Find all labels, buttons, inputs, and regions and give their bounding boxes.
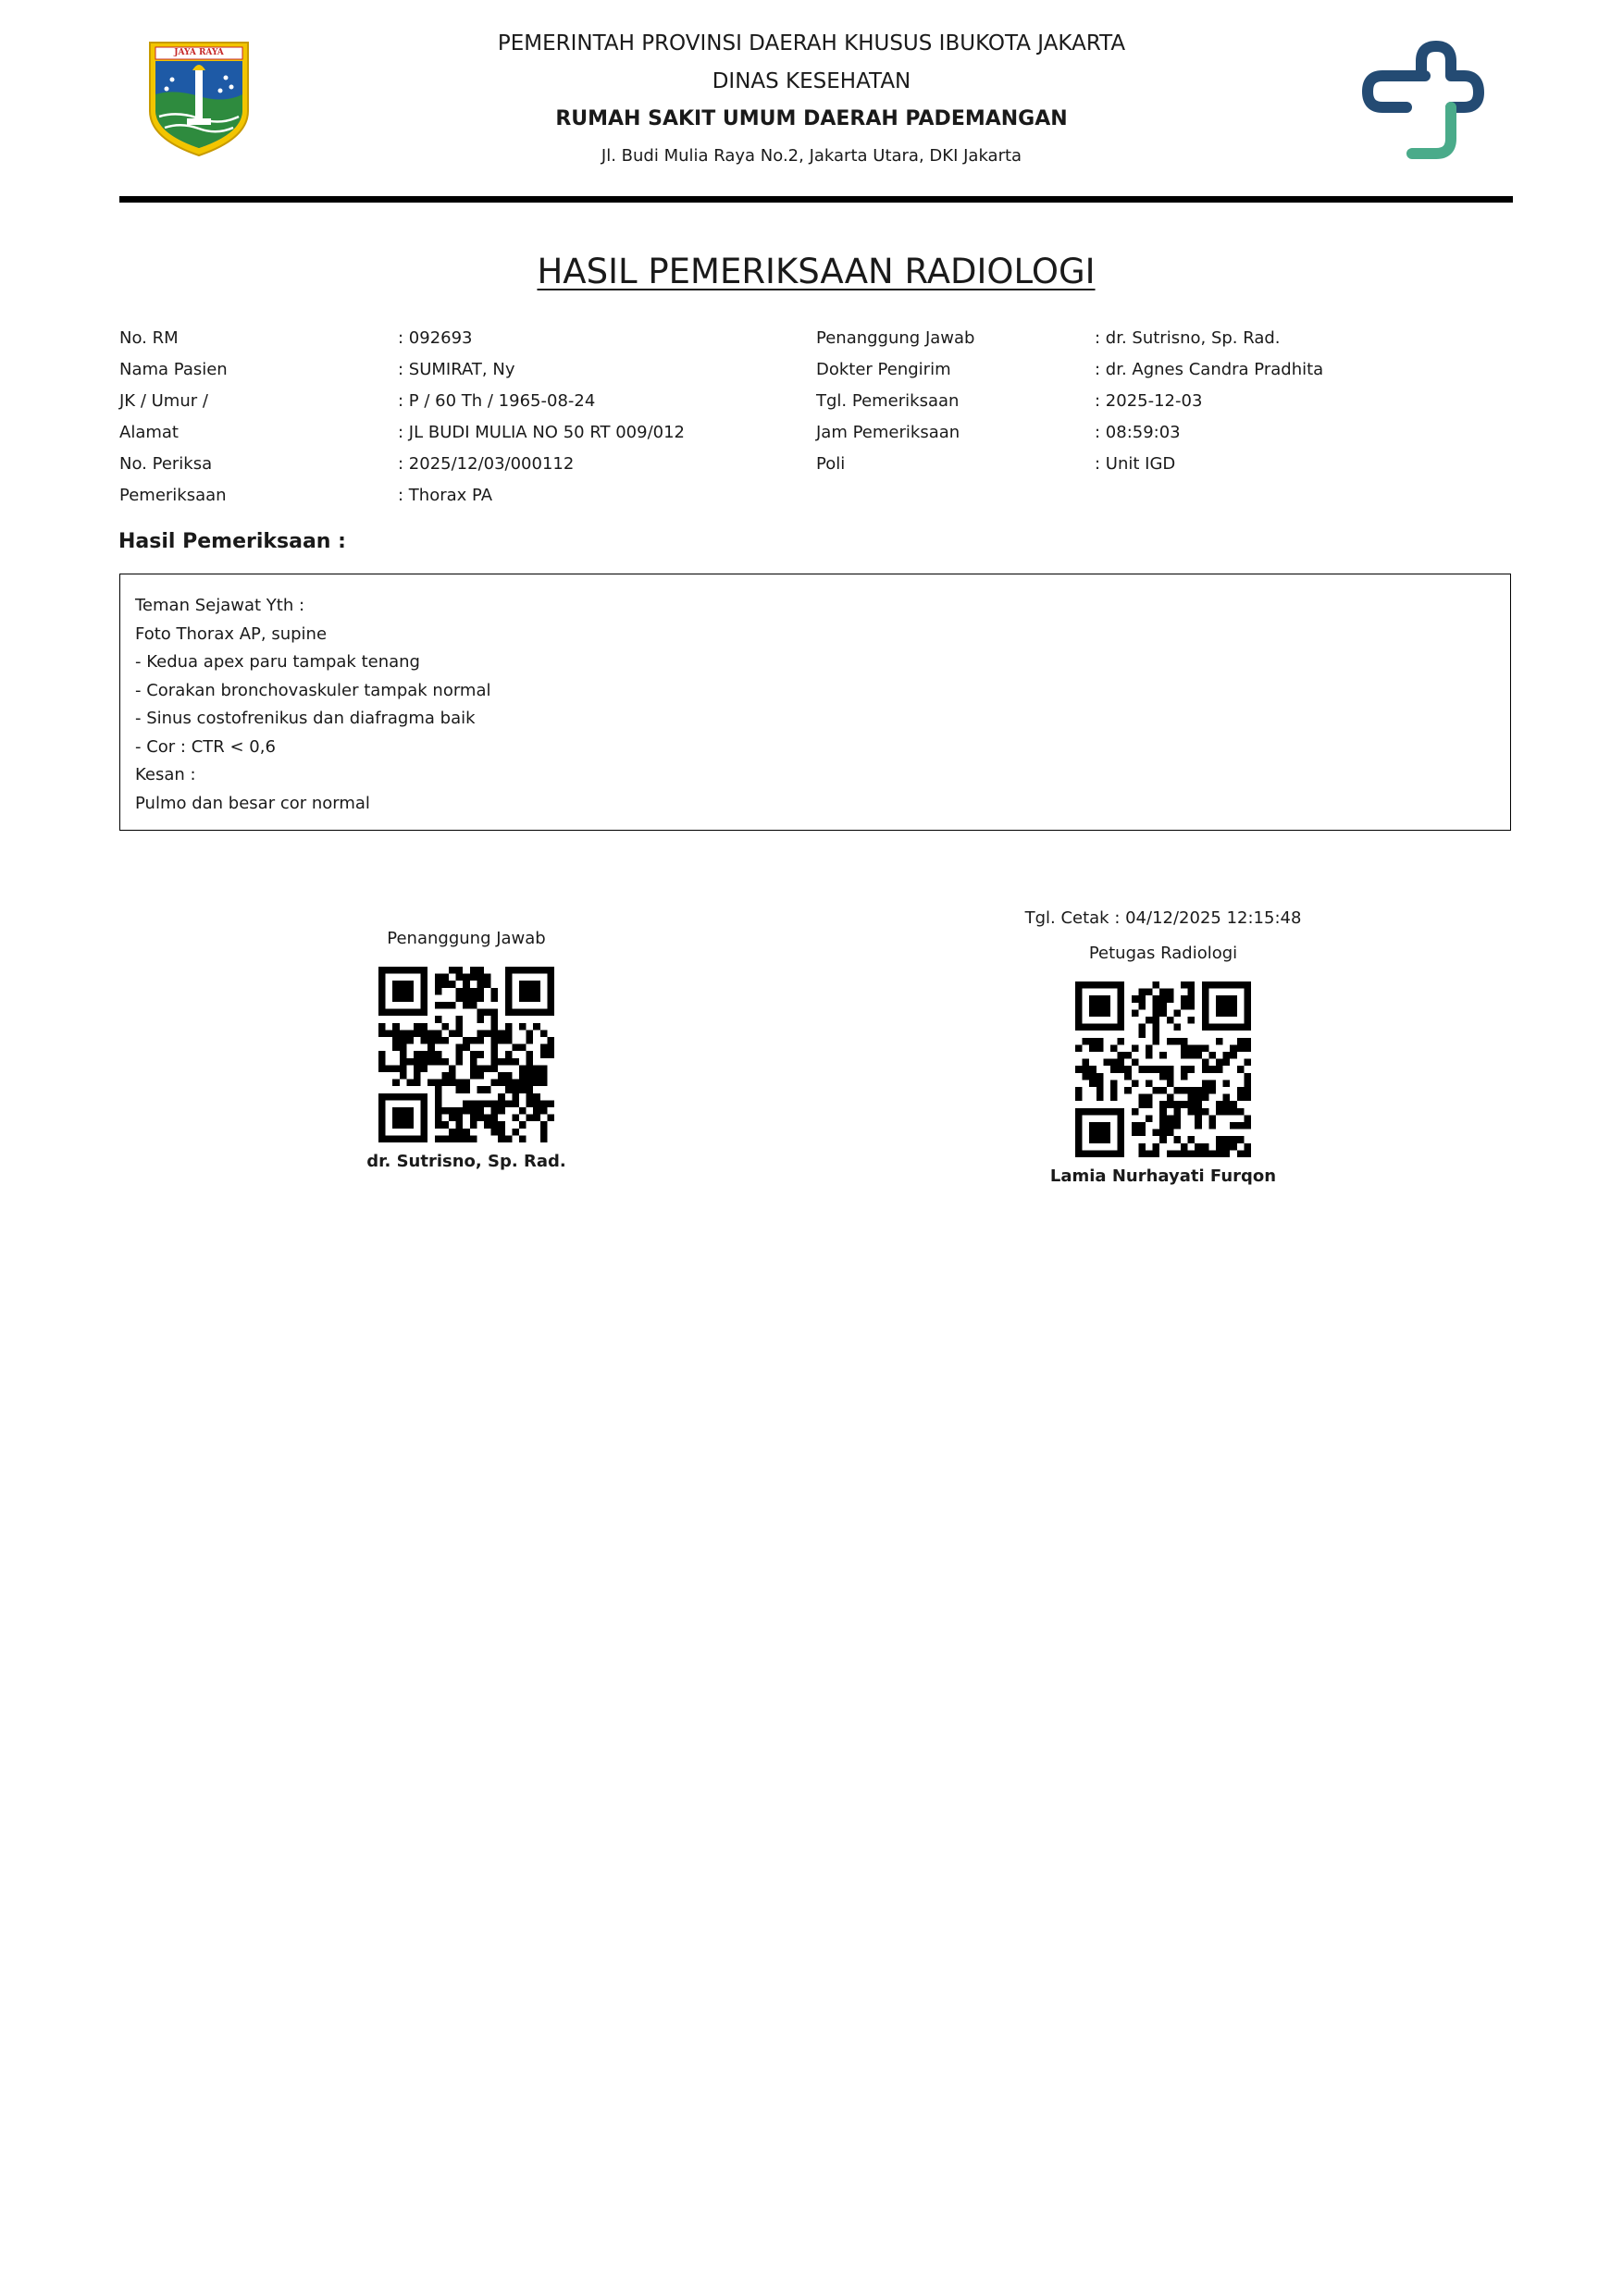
info-label: Tgl. Pemeriksaan bbox=[816, 391, 960, 411]
info-label: JK / Umur / bbox=[119, 391, 208, 411]
info-label: Penanggung Jawab bbox=[816, 328, 975, 348]
info-label: No. RM bbox=[119, 328, 179, 348]
print-date: Tgl. Cetak : 04/12/2025 12:15:48 bbox=[1024, 908, 1302, 928]
qr-code-icon bbox=[378, 967, 554, 1142]
result-line: - Sinus costofrenikus dan diafragma baik bbox=[135, 709, 476, 728]
medical-cross-icon bbox=[1360, 37, 1486, 163]
header-divider bbox=[119, 196, 1513, 203]
letterhead bbox=[352, 26, 1271, 170]
info-row bbox=[119, 323, 767, 354]
result-line: - Cor : CTR < 0,6 bbox=[135, 736, 276, 757]
info-row bbox=[119, 354, 767, 386]
document-title: HASIL PEMERIKSAAN RADIOLOGI bbox=[537, 252, 1096, 291]
info-value: : JL BUDI MULIA NO 50 RT 009/012 bbox=[398, 423, 686, 442]
result-box bbox=[119, 574, 1511, 831]
department-name: DINAS KESEHATAN bbox=[712, 69, 911, 93]
result-line: - Kedua apex paru tampak tenang bbox=[135, 652, 420, 672]
info-value: : SUMIRAT, Ny bbox=[398, 360, 515, 379]
info-label: Poli bbox=[816, 454, 846, 474]
info-row bbox=[119, 417, 767, 449]
info-value: : dr. Agnes Candra Pradhita bbox=[1095, 360, 1324, 379]
info-value: : Unit IGD bbox=[1095, 454, 1176, 474]
info-value: : 08:59:03 bbox=[1095, 423, 1181, 442]
signature-responsible-doctor bbox=[281, 923, 651, 1176]
info-row bbox=[119, 449, 767, 480]
info-row bbox=[816, 323, 1519, 354]
info-label: No. Periksa bbox=[119, 454, 213, 474]
info-label: Dokter Pengirim bbox=[816, 360, 951, 379]
result-line: Pulmo dan besar cor normal bbox=[135, 793, 370, 813]
hospital-address: Jl. Budi Mulia Raya No.2, Jakarta Utara, DKI Jakarta bbox=[601, 146, 1022, 166]
info-label: Jam Pemeriksaan bbox=[816, 423, 960, 442]
info-label: Pemeriksaan bbox=[119, 486, 227, 505]
patient-info-right bbox=[816, 323, 1519, 480]
info-row bbox=[816, 417, 1519, 449]
signature-name: Lamia Nurhayati Furqon bbox=[1049, 1167, 1277, 1186]
info-label: Nama Pasien bbox=[119, 360, 228, 379]
signature-name: dr. Sutrisno, Sp. Rad. bbox=[366, 1152, 566, 1171]
info-value: : 2025-12-03 bbox=[1095, 391, 1203, 411]
info-value: : 092693 bbox=[398, 328, 473, 348]
signature-role: Petugas Radiologi bbox=[1088, 944, 1238, 963]
info-value: : dr. Sutrisno, Sp. Rad. bbox=[1095, 328, 1281, 348]
info-value: : Thorax PA bbox=[398, 486, 493, 505]
info-row bbox=[816, 386, 1519, 417]
result-line: - Corakan bronchovaskuler tampak normal bbox=[135, 680, 491, 700]
hospital-name: RUMAH SAKIT UMUM DAERAH PADEMANGAN bbox=[555, 107, 1068, 130]
info-value: : P / 60 Th / 1965-08-24 bbox=[398, 391, 596, 411]
emblem-motto: JAYA RAYA bbox=[174, 48, 224, 57]
info-row bbox=[119, 386, 767, 417]
signature-role: Penanggung Jawab bbox=[387, 929, 546, 948]
info-label: Alamat bbox=[119, 423, 179, 442]
result-line: Kesan : bbox=[135, 765, 196, 784]
government-name: PEMERINTAH PROVINSI DAERAH KHUSUS IBUKOTA JAKARTA bbox=[497, 31, 1126, 56]
info-row bbox=[816, 449, 1519, 480]
result-line: Teman Sejawat Yth : bbox=[135, 596, 305, 615]
result-line: Foto Thorax AP, supine bbox=[135, 623, 328, 644]
info-row bbox=[816, 354, 1519, 386]
signature-radiology-officer bbox=[978, 903, 1348, 1191]
qr-code-icon bbox=[1075, 981, 1251, 1157]
patient-info-left bbox=[119, 323, 767, 512]
info-row bbox=[119, 480, 767, 512]
result-heading: Hasil Pemeriksaan : bbox=[118, 530, 346, 553]
info-value: : 2025/12/03/000112 bbox=[398, 454, 575, 474]
